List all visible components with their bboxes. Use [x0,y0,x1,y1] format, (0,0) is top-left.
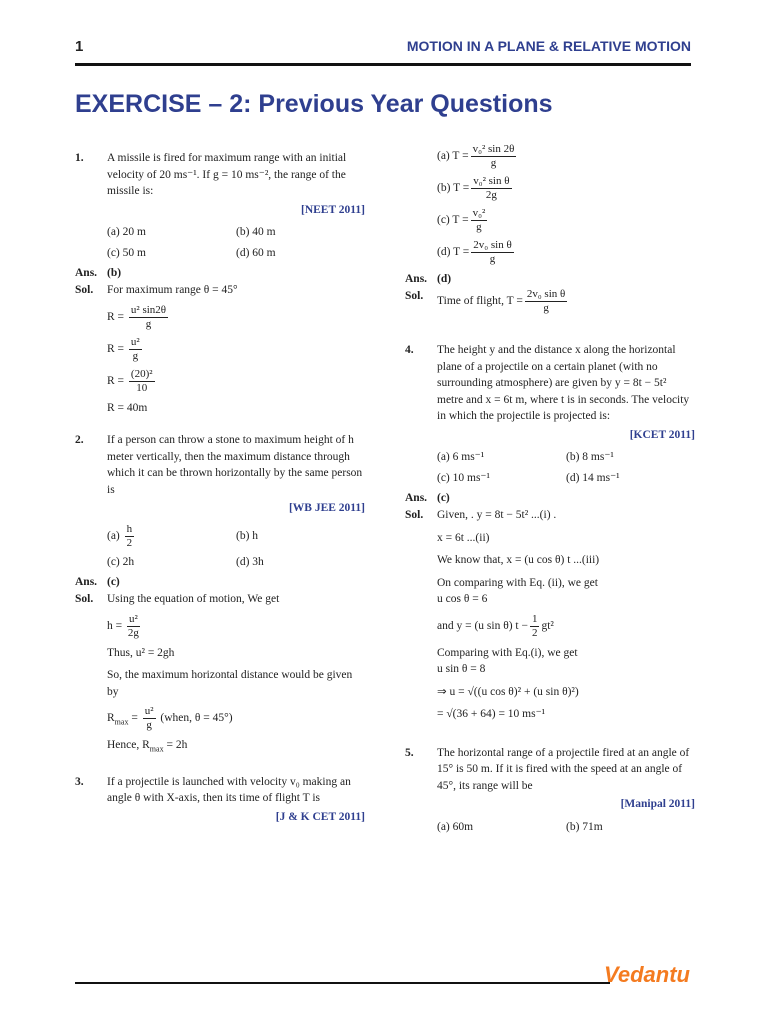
subscript: max [114,717,129,727]
option-prefix: (a) T = [437,150,469,163]
ans-label: Ans. [75,267,98,279]
equation [107,368,365,395]
option-d [437,239,695,266]
numerator: u² [144,705,154,717]
question-number: 4. [405,344,414,356]
numerator: h [126,522,133,535]
denominator: g [146,719,152,731]
numerator: 2v₀ sin θ [526,288,566,300]
solution [75,591,365,758]
exam-tag: [Manipal 2011] [620,798,695,810]
question-number: 3. [75,775,84,788]
option-c: (c) 50 m [107,246,146,259]
answer: (c) [437,492,450,504]
fraction [125,523,135,550]
option-a: (a) 6 ms⁻¹ [437,451,485,463]
footer-rule [75,982,610,984]
numerator: u² [130,335,140,348]
eq-lhs: h = [107,619,123,632]
question-text: The height y and the distance x along the horizontal plane of a projectile on a certain planet (with no surrounding atmosphere) are given by y = 8t − 5t² metre and x = 6t m, where t is in seconds. The velocity in which the projectile is projected is: [437,344,690,422]
solution-line: Comparing with Eq.(i), we get [437,646,578,659]
denominator: g [489,253,496,265]
question-1 [75,150,365,200]
question-number: 1. [75,152,84,164]
question-4 [405,342,695,425]
denominator: g [132,349,139,362]
option-d: (d) 14 ms⁻¹ [566,471,620,484]
solution-line: x = 6t ...(ii) [437,531,490,544]
fraction [471,175,511,202]
fraction [127,613,140,640]
thus-line: Thus, u² = 2gh [107,646,175,659]
denominator: g [145,317,152,330]
condition: (when, θ = 45°) [160,712,233,725]
denominator: 10 [136,381,148,394]
solution-intro: Using the equation of motion, We get [107,593,280,605]
exam-tag: [KCET 2011] [629,428,695,441]
question-text: The horizontal range of a projectile fired at an angle of 15° is 50 m. If it is fired with the speed at an angle of 45°, its range will be [437,746,690,792]
question-3-options [405,143,695,266]
solution [405,288,695,315]
option-c: (c) 2h [107,555,135,568]
sol-label: Sol. [75,284,94,296]
question-5 [405,745,695,795]
page-header [75,38,691,58]
option-prefix: (d) T = [437,246,470,259]
eq-lhs: R = [107,374,125,387]
question-3 [75,774,365,807]
option-b: (b) 71m [566,820,603,833]
fraction [530,613,540,640]
answer: (b) [107,267,122,279]
vedantu-logo: Vedantu [604,962,690,987]
numerator: (20)² [130,367,153,380]
numerator: v₀² sin 2θ [472,143,515,155]
solution-line: We know that, x = (u cos θ) t ...(iii) [437,554,600,566]
exam-tag: [J & K CET 2011] [275,810,365,823]
question-text: If a person can throw a stone to maximum height of h meter vertically, then the maximum distance through which it can be thrown horizontally by the same person is [107,434,363,496]
fraction [129,336,142,363]
fraction [471,207,488,234]
question-text: If a projectile is launched with velocity v₀ making an angle θ with X-axis, then its time of flight T is [107,775,351,805]
question-2 [75,432,365,498]
question-number: 2. [75,434,84,446]
exam-tag: [NEET 2011] [300,203,365,216]
answer-row [75,574,365,591]
options [437,819,695,836]
so-line: So, the maximum horizontal distance would be given by [107,669,353,698]
equation [107,613,365,640]
sol-label: Sol. [75,593,94,605]
exam-tag: [WB JEE 2011] [288,502,365,514]
hence-line [107,737,365,758]
options [437,449,695,486]
hence-text: Hence, R [107,739,150,751]
answer-row [75,265,365,282]
option-a [437,143,695,170]
option-b: (b) 40 m [236,226,276,238]
option-a [107,523,236,550]
equation [437,288,695,315]
header-rule [75,63,691,66]
option-d: (d) 3h [236,555,264,568]
numerator: u² sin2θ [130,303,167,316]
denominator: g [543,302,549,314]
option-a: (a) 60m [437,820,474,833]
option-d: (d) 60 m [236,246,276,259]
option-b: (b) 8 ms⁻¹ [566,451,614,463]
denominator: g [490,157,497,169]
ans-label: Ans. [405,492,428,504]
answer-row [405,490,695,507]
numerator: 2v₀ sin θ [473,239,512,251]
fraction [525,288,567,315]
options [107,523,365,571]
eq-lhs: Time of flight, T = [437,295,523,308]
question-text: A missile is fired for maximum range with an initial velocity of 20 ms⁻¹. If g = 10 ms⁻², the range of the missile is: [107,152,347,197]
fraction [471,143,517,170]
solution [75,282,365,416]
eq-lhs: R = [107,310,125,323]
denominator: 2g [485,189,497,201]
ans-label: Ans. [75,576,98,588]
option-b [437,175,695,202]
option-b: (b) h [236,529,259,542]
solution-line: = √(36 + 64) = 10 ms⁻¹ [437,708,546,720]
option-prefix: (a) [107,529,120,542]
hence-result: = 2h [163,739,188,751]
equals: = [131,712,138,725]
option-c [437,207,695,234]
fraction [471,239,513,266]
equation [437,613,695,640]
option-a: (a) 20 m [107,226,146,238]
eq-lhs: R [107,712,115,725]
equation [107,705,365,732]
option-prefix: (c) T = [437,214,469,227]
left-column [75,150,365,829]
denominator: 2 [126,536,133,549]
denominator: 2 [531,626,538,639]
solution-intro: For maximum range θ = 45° [107,284,238,296]
eq-lhs: R = [107,342,125,355]
solution-line: On comparing with Eq. (ii), we get [437,576,598,589]
option-prefix: (b) T = [437,182,470,195]
denominator: g [476,221,482,233]
option-c: (c) 10 ms⁻¹ [437,471,490,484]
page-title: EXERCISE – 2: Previous Year Questions [75,90,553,118]
solution [405,507,695,723]
equation [107,336,365,363]
options [107,224,365,261]
answer: (d) [437,273,452,285]
solution-line: Given, . y = 8t − 5t² ...(i) . [437,509,557,521]
numerator: u² [129,612,138,625]
eq-tail: gt² [541,619,554,632]
solution-line: ⇒ u = √((u cos θ)² + (u sin θ)²) [437,685,579,698]
fraction [129,368,155,395]
page-number: 1 [75,38,84,55]
right-column [405,138,695,839]
fraction [129,304,168,331]
answer-row [405,271,695,288]
fraction [143,705,156,732]
numerator: 1 [531,612,538,625]
chapter-title: MOTION IN A PLANE & RELATIVE MOTION [406,38,691,54]
subscript: max [149,744,164,754]
solution-line: u cos θ = 6 [437,593,488,605]
solution-line: u sin θ = 8 [437,663,486,675]
numerator: v₀² sin θ [473,175,510,187]
eq-lhs: and y = (u sin θ) t − [437,619,528,632]
ans-label: Ans. [405,273,428,285]
denominator: 2g [127,626,139,639]
sol-label: Sol. [405,290,424,302]
sol-label: Sol. [405,509,424,521]
result: R = 40m [107,401,148,414]
answer: (c) [107,576,120,588]
numerator: v₀² [472,207,486,219]
equation [107,304,365,331]
question-number: 5. [405,746,414,759]
